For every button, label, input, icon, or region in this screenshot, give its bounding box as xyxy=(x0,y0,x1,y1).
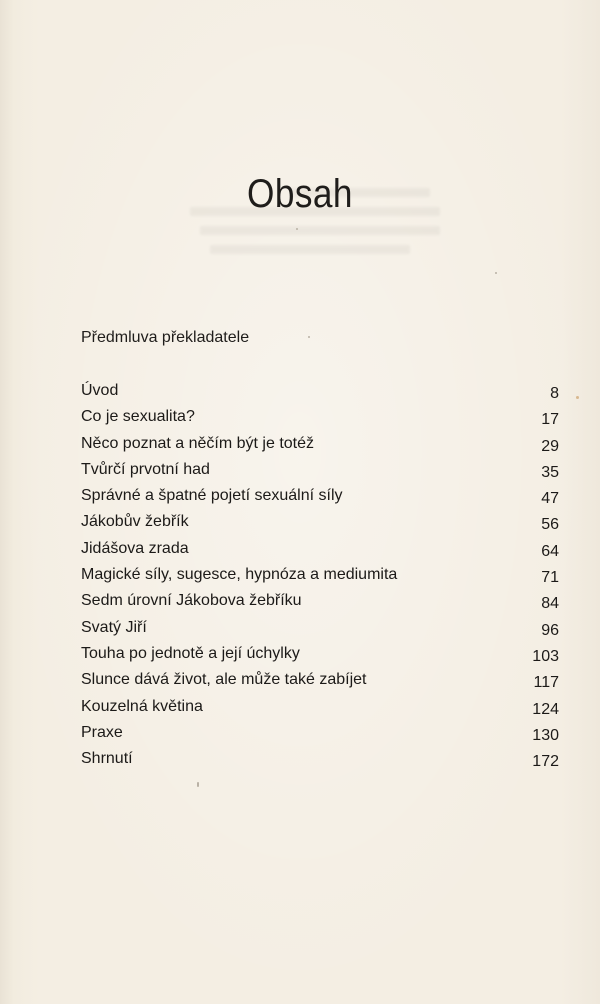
paper-speck xyxy=(296,228,298,230)
toc-entry xyxy=(81,565,559,591)
toc-entry-title: Úvod xyxy=(81,382,119,399)
toc-entry-title: Správné a špatné pojetí sexuální síly xyxy=(81,487,343,505)
toc-entry-page: 96 xyxy=(541,621,559,639)
toc-entry-page: 29 xyxy=(541,437,559,455)
toc-entry-title: Tvůrčí prvotní had xyxy=(81,460,210,478)
toc-entry-title: Svatý Jiří xyxy=(81,618,147,636)
toc-entry-title: Praxe xyxy=(81,723,123,741)
toc-entry xyxy=(81,723,559,749)
toc-entry-title: Jidášova zrada xyxy=(81,539,189,557)
paper-speck xyxy=(495,272,497,274)
toc-entry xyxy=(81,749,559,775)
paper-speck xyxy=(308,336,310,338)
toc-entry-title: Magické síly, sugesce, hypnóza a mediumita xyxy=(81,566,398,584)
toc-entry xyxy=(81,618,559,644)
toc-entry xyxy=(81,539,559,565)
paper-speck xyxy=(197,782,199,787)
paper-speck xyxy=(576,396,579,399)
toc-entry-title: Něco poznat a něčím být je totéž xyxy=(81,434,315,452)
toc-entry-page: 17 xyxy=(541,411,559,429)
table-of-contents xyxy=(81,381,559,775)
toc-entry-title: Touha po jednotě a její úchylky xyxy=(81,644,300,662)
toc-entry-page: 71 xyxy=(541,569,559,587)
toc-entry-page: 103 xyxy=(532,647,559,665)
toc-entry-page: 8 xyxy=(550,385,559,402)
page-title: Obsah xyxy=(247,172,353,216)
toc-entry xyxy=(81,670,559,696)
toc-entry-page: 172 xyxy=(532,753,559,771)
toc-entry xyxy=(81,512,559,538)
toc-entry xyxy=(81,486,559,512)
toc-preface: Předmluva překladatele xyxy=(81,329,250,346)
toc-entry xyxy=(81,591,559,617)
toc-entry-title: Co je sexualita? xyxy=(81,408,195,426)
toc-entry-page: 56 xyxy=(541,516,559,534)
toc-entry-title: Shrnutí xyxy=(81,750,133,768)
toc-entry-page: 124 xyxy=(532,700,559,718)
toc-entry-page: 117 xyxy=(533,674,559,692)
toc-entry-title: Kouzelná květina xyxy=(81,697,203,715)
toc-entry-page: 47 xyxy=(541,490,559,508)
toc-entry xyxy=(81,697,559,723)
toc-entry-page: 84 xyxy=(541,595,559,613)
toc-entry-title: Slunce dává život, ale může také zabíjet xyxy=(81,671,367,689)
toc-entry xyxy=(81,460,559,486)
toc-entry-page: 130 xyxy=(532,726,559,744)
toc-entry-page: 35 xyxy=(541,463,559,481)
toc-entry xyxy=(81,434,559,460)
toc-entry xyxy=(81,381,559,407)
toc-entry-page: 64 xyxy=(541,542,559,560)
toc-entry xyxy=(81,407,559,433)
toc-entry-title: Jákobův žebřík xyxy=(81,513,189,531)
toc-entry xyxy=(81,644,559,670)
toc-entry-title: Sedm úrovní Jákobova žebříku xyxy=(81,592,302,610)
